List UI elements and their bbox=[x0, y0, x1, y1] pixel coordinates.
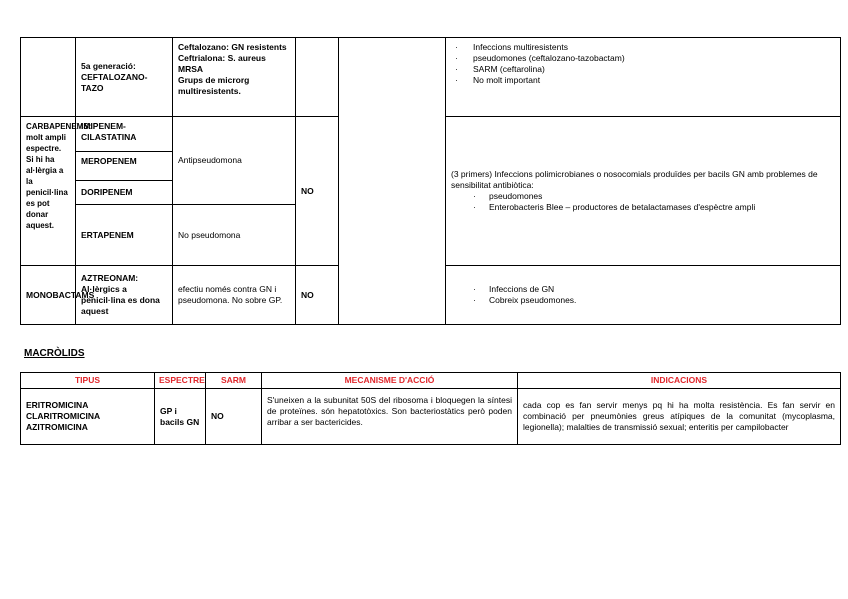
drug-cell: ERTAPENEM bbox=[76, 205, 173, 266]
column-header: TIPUS bbox=[21, 373, 155, 389]
indicacions-cell: cada cop es fan servir menys pq hi ha molta resistència. Es fan servir en combinació per pneumònies greus atípiques de la comunitat (mycoplasma, legionella); malalties de transmissió sexual; enteritis per campilobacter bbox=[518, 389, 841, 445]
column-header: SARM bbox=[206, 373, 262, 389]
mecanisme-cell: S'uneixen a la subunitat 50S del ribosoma i bloquegen la síntesi de proteïnes. són hepatotòxics. Son bacteriostàtics però poden arribar a ser bactericides. bbox=[262, 389, 518, 445]
indications-list bbox=[451, 284, 835, 306]
sarm-cell: NO bbox=[206, 389, 262, 445]
espectre-cell: GP i bacils GN bbox=[155, 389, 206, 445]
spectrum-cell: efectiu només contra GN i pseudomona. No sobre GP. bbox=[173, 266, 296, 325]
spectrum-line: Grups de microrg multiresistents. bbox=[178, 75, 250, 96]
column-header: INDICACIONS bbox=[518, 373, 841, 389]
macrolids-table bbox=[20, 372, 841, 445]
list-item: · Cobreix pseudomones. bbox=[451, 295, 835, 306]
drug-name: ERITROMICINA bbox=[26, 400, 89, 410]
drug-cell: DORIPENEM bbox=[76, 181, 173, 205]
list-item: · pseudomones bbox=[451, 191, 835, 202]
drug-cell: IMIPENEM-CILASTATINA bbox=[76, 117, 173, 152]
indications-cell bbox=[446, 117, 841, 266]
list-item: · SARM (ceftarolina) bbox=[451, 64, 835, 75]
group-cell bbox=[21, 38, 76, 117]
table-row bbox=[21, 38, 841, 117]
drug-cell: MEROPENEM bbox=[76, 152, 173, 181]
sarm-cell: NO bbox=[296, 266, 339, 325]
drug-name: CLARITROMICINA bbox=[26, 411, 101, 421]
list-item: · No molt important bbox=[451, 75, 835, 86]
monobactams-group: MONOBACTAMS bbox=[21, 266, 76, 325]
list-item: · Infeccions de GN bbox=[451, 284, 835, 295]
indications-text: (3 primers) Infeccions polimicrobianes o nosocomials produïdes per bacils GN amb problemes de sensibilitat antibiòtica: bbox=[451, 169, 818, 190]
header-row bbox=[21, 373, 841, 389]
column-header: ESPECTRE bbox=[155, 373, 206, 389]
spectrum-cell bbox=[173, 38, 296, 117]
indications-list bbox=[451, 42, 835, 86]
drug-cell: 5a generació: CEFTALOZANO-TAZO bbox=[76, 38, 173, 117]
mechanism-cell bbox=[339, 38, 446, 325]
spectrum-cell: Antipseudomona bbox=[173, 117, 296, 205]
indications-cell bbox=[446, 266, 841, 325]
list-item: · pseudomones (ceftalozano-tazobactam) bbox=[451, 53, 835, 64]
indications-list bbox=[451, 191, 835, 213]
carbapenems-group: CARBAPENEMS: molt ampli espectre. Si hi ha al·lèrgia a la penicil·lina es pot donar aquest. bbox=[21, 117, 76, 266]
section-heading: MACRÒLIDS bbox=[24, 348, 85, 359]
column-header: MECANISME D'ACCIÓ bbox=[262, 373, 518, 389]
spectrum-cell: No pseudomona bbox=[173, 205, 296, 266]
spectrum-line: Ceftrialona: S. aureus MRSA bbox=[178, 53, 266, 74]
list-item: · Enterobacteris Blee – productores de betalactamases d'espèctre ampli bbox=[451, 202, 835, 213]
list-item: · Infeccions multiresistents bbox=[451, 42, 835, 53]
antibiotics-table bbox=[20, 37, 841, 325]
tipus-cell bbox=[21, 389, 155, 445]
indications-cell bbox=[446, 38, 841, 117]
drug-name: AZITROMICINA bbox=[26, 422, 88, 432]
sarm-cell bbox=[296, 38, 339, 117]
spectrum-line: Ceftalozano: GN resistents bbox=[178, 42, 287, 52]
table-row bbox=[21, 389, 841, 445]
drug-cell: AZTREONAM: Al·lèrgics a penicil·lina es dona aquest bbox=[76, 266, 173, 325]
sarm-cell: NO bbox=[296, 117, 339, 266]
